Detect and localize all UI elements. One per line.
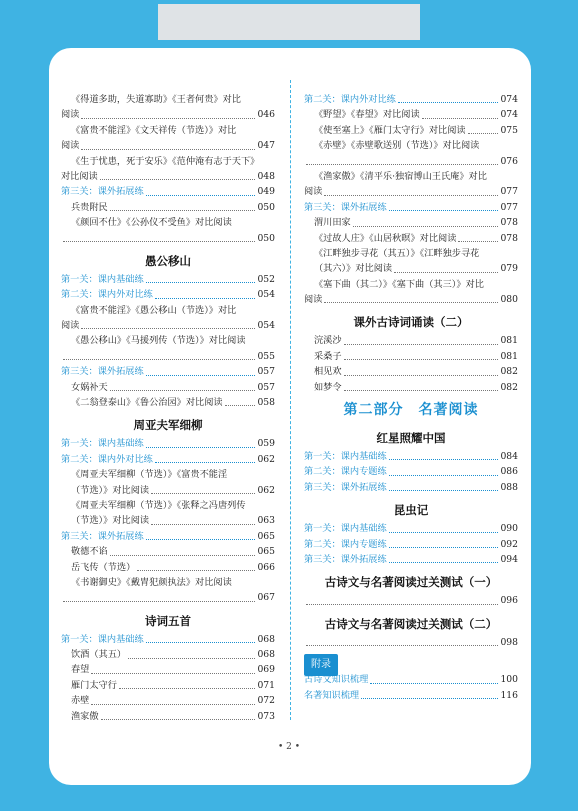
entry-title: 阅读 (61, 140, 80, 152)
entry-title: 第二关：课内外对比练 (61, 289, 153, 301)
toc-entry[interactable] (61, 138, 275, 153)
entry-page-number: 065 (257, 530, 275, 542)
toc-stage-entry[interactable] (304, 480, 518, 495)
entry-page-number: 082 (500, 381, 518, 393)
toc-entry[interactable] (61, 483, 275, 498)
entry-page-number: 081 (500, 335, 518, 347)
entry-page-number: 088 (500, 481, 518, 493)
toc-stage-entry[interactable] (61, 436, 275, 451)
entry-page-number: 077 (500, 186, 518, 198)
entry-title: 第二关：课内外对比练 (61, 453, 153, 465)
toc-stage-entry[interactable] (61, 529, 275, 544)
chapter-heading: 昆虫记 (393, 503, 429, 518)
column-divider (290, 80, 291, 720)
dot-leader (137, 570, 255, 571)
toc-entry[interactable] (61, 513, 275, 528)
dot-leader (146, 282, 256, 283)
toc-entry[interactable] (61, 693, 275, 708)
chapter-heading: 周亚夫军细柳 (133, 418, 203, 433)
entry-page-number: 057 (257, 381, 275, 393)
entry-title: 阅读 (304, 294, 323, 306)
toc-entry[interactable] (304, 277, 518, 292)
entry-page-number: 074 (500, 93, 518, 105)
entry-page-number: 080 (500, 294, 518, 306)
toc-left-column (61, 92, 275, 724)
entry-title: 阅读 (304, 186, 323, 198)
entry-title: 《周亚夫军细柳（节选）》《富贵不能淫 (71, 469, 228, 481)
chapter-heading: 愚公移山 (145, 253, 191, 268)
dot-leader (324, 302, 498, 303)
toc-entry[interactable] (61, 231, 275, 246)
entry-page-number: 069 (257, 664, 275, 676)
entry-page-number: 094 (500, 553, 518, 565)
entry-title: 第三关：课外拓展练 (61, 530, 144, 542)
dot-leader (155, 462, 256, 463)
toc-entry[interactable] (61, 590, 275, 605)
dot-leader (91, 673, 255, 674)
entry-title: （其六）》对比阅读 (314, 263, 393, 275)
entry-title: 第二关：课内专题练 (304, 466, 387, 478)
toc-entry[interactable] (61, 107, 275, 122)
entry-page-number: 065 (257, 546, 275, 558)
toc-stage-entry[interactable] (61, 287, 275, 302)
entry-title: 采桑子 (314, 350, 342, 362)
toc-stage-entry[interactable] (304, 92, 518, 107)
chapter-heading: 古诗文与名著阅读过关测试（二） (324, 616, 498, 631)
dot-leader (394, 272, 498, 273)
dot-leader (110, 210, 256, 211)
dot-leader (151, 524, 255, 525)
chapter-heading: 课外古诗词诵读（二） (353, 315, 469, 330)
entry-title: 赤壁 (71, 695, 90, 707)
entry-page-number: 077 (500, 201, 518, 213)
page-number: • 2 • (277, 742, 301, 752)
entry-title: 兵贵附民 (71, 201, 108, 213)
entry-page-number: 078 (500, 232, 518, 244)
toc-entry[interactable] (61, 467, 275, 482)
toc-entry[interactable] (61, 498, 275, 513)
dot-leader (389, 532, 499, 533)
toc-entry[interactable] (304, 261, 518, 276)
dot-leader (344, 390, 499, 391)
toc-entry[interactable] (304, 184, 518, 199)
toc-stage-entry[interactable] (304, 200, 518, 215)
toc-entry[interactable] (304, 292, 518, 307)
entry-title: 如梦令 (314, 381, 342, 393)
toc-entry[interactable] (304, 231, 518, 246)
toc-entry[interactable] (61, 575, 275, 590)
entry-page-number: 050 (257, 201, 275, 213)
entry-title: 第三关：课外拓展练 (61, 186, 144, 198)
entry-title: 第三关：课外拓展练 (304, 201, 387, 213)
toc-entry[interactable] (304, 635, 518, 650)
toc-entry[interactable] (61, 395, 275, 410)
entry-page-number: 092 (500, 538, 518, 550)
entry-page-number: 078 (500, 217, 518, 229)
entry-page-number: 062 (257, 484, 275, 496)
toc-entry[interactable] (61, 647, 275, 662)
entry-title: 第一关：课内基础练 (304, 523, 387, 535)
chapter-heading: 诗词五首 (145, 613, 191, 628)
toc-stage-entry[interactable] (304, 464, 518, 479)
entry-title: 第一关：课内基础练 (61, 438, 144, 450)
toc-entry[interactable] (304, 246, 518, 261)
entry-title: 阅读 (61, 320, 80, 332)
entry-title: 第二关：课内外对比练 (304, 93, 396, 105)
entry-title: 《过故人庄》《山居秋暝》对比阅读 (314, 232, 457, 244)
toc-stage-entry[interactable] (304, 688, 518, 703)
dot-leader (344, 359, 499, 360)
entry-title: 《富贵不能淫》《愚公移山（节选）》对比 (71, 304, 237, 316)
entry-page-number: 057 (257, 366, 275, 378)
entry-title: 《书谢御史》《戴胄犯颜执法》对比阅读 (71, 576, 232, 588)
entry-title: 《渔家傲》《清平乐·独宿博山王氏庵》对比 (314, 170, 487, 182)
top-gray-band (158, 4, 420, 40)
toc-entry[interactable] (61, 318, 275, 333)
entry-title: 《江畔独步寻花（其五）》《江畔独步寻花 (314, 247, 480, 259)
entry-title: 对比阅读 (61, 170, 98, 182)
dot-leader (146, 642, 256, 643)
entry-page-number: 052 (257, 273, 275, 285)
toc-entry[interactable] (304, 138, 518, 153)
part-heading: 第二部分 名著阅读 (343, 402, 479, 419)
toc-entry[interactable] (61, 303, 275, 318)
toc-entry[interactable] (304, 380, 518, 395)
entry-page-number: 055 (257, 350, 275, 362)
entry-page-number: 048 (257, 170, 275, 182)
dot-leader (91, 704, 255, 705)
dot-leader (225, 405, 256, 406)
entry-title: 第二关：课内专题练 (304, 538, 387, 550)
entry-page-number: 054 (257, 320, 275, 332)
dot-leader (344, 375, 499, 376)
toc-entry[interactable] (304, 169, 518, 184)
entry-title: 敬德不谄 (71, 546, 108, 558)
dot-leader (398, 102, 499, 103)
entry-page-number: 076 (500, 155, 518, 167)
entry-title: 浣溪沙 (314, 335, 342, 347)
chapter-heading: 古诗文与名著阅读过关测试（一） (324, 575, 498, 590)
toc-entry[interactable] (61, 678, 275, 693)
dot-leader (128, 658, 255, 659)
toc-entry[interactable] (304, 107, 518, 122)
entry-title: 阅读 (61, 109, 80, 121)
entry-title: 《使至塞上》《雁门太守行》对比阅读 (314, 124, 466, 136)
dot-leader (306, 604, 498, 605)
dot-leader (353, 226, 499, 227)
entry-page-number: 081 (500, 350, 518, 362)
dot-leader (155, 298, 256, 299)
entry-title: 第一关：课内基础练 (61, 273, 144, 285)
entry-page-number: 098 (500, 636, 518, 648)
entry-page-number: 072 (257, 695, 275, 707)
entry-title: （节选）》对比阅读 (71, 484, 150, 496)
entry-page-number: 058 (257, 397, 275, 409)
entry-title: 春望 (71, 664, 90, 676)
toc-stage-entry[interactable] (61, 184, 275, 199)
entry-title: 《富贵不能淫》《文天祥传（节选）》对比 (71, 124, 237, 136)
dot-leader (81, 328, 255, 329)
entry-page-number: 054 (257, 289, 275, 301)
dot-leader (458, 241, 498, 242)
dot-leader (146, 375, 256, 376)
toc-entry[interactable] (61, 560, 275, 575)
dot-leader (306, 645, 498, 646)
entry-page-number: 100 (500, 674, 518, 686)
entry-title: 《赤壁》《赤壁歌送别（节选）》对比阅读 (314, 140, 480, 152)
entry-page-number: 068 (257, 649, 275, 661)
toc-right-column (304, 92, 518, 703)
dot-leader (146, 447, 256, 448)
entry-title: 岳飞传（节选） (71, 561, 136, 573)
entry-title: 《塞下曲（其二）》《塞下曲（其三）》对比 (314, 278, 484, 290)
entry-page-number: 066 (257, 561, 275, 573)
appendix-header (304, 650, 518, 672)
dot-leader (306, 164, 498, 165)
toc-stage-entry[interactable] (61, 632, 275, 647)
entry-title: 渔家傲 (71, 710, 99, 722)
dot-leader (81, 118, 255, 119)
toc-entry[interactable] (61, 349, 275, 364)
dot-leader (389, 490, 499, 491)
toc-entry[interactable] (304, 123, 518, 138)
dot-leader (422, 118, 499, 119)
dot-leader (101, 719, 256, 720)
dot-leader (110, 555, 256, 556)
entry-page-number: 046 (257, 109, 275, 121)
entry-page-number: 096 (500, 595, 518, 607)
entry-page-number: 059 (257, 438, 275, 450)
dot-leader (63, 601, 255, 602)
toc-entry[interactable] (61, 380, 275, 395)
chapter-heading: 红星照耀中国 (376, 431, 446, 446)
toc-entry[interactable] (61, 200, 275, 215)
dot-leader (468, 133, 499, 134)
toc-entry[interactable] (61, 709, 275, 724)
entry-page-number: 071 (257, 679, 275, 691)
toc-entry[interactable] (61, 169, 275, 184)
entry-page-number: 086 (500, 466, 518, 478)
entry-title: 雁门太守行 (71, 679, 117, 691)
dot-leader (389, 475, 499, 476)
entry-title: 第一关：课内基础练 (61, 633, 144, 645)
dot-leader (146, 539, 256, 540)
entry-title: 第三关：课外拓展练 (304, 553, 387, 565)
toc-stage-entry[interactable] (304, 537, 518, 552)
toc-stage-entry[interactable] (61, 452, 275, 467)
entry-page-number: 084 (500, 451, 518, 463)
entry-title: 《得道多助，失道寡助》《王者何贵》对比 (71, 93, 241, 105)
entry-page-number: 067 (257, 592, 275, 604)
dot-leader (370, 683, 498, 684)
toc-entry[interactable] (61, 92, 275, 107)
toc-stage-entry[interactable] (61, 364, 275, 379)
entry-page-number: 116 (500, 689, 518, 701)
toc-entry[interactable] (61, 123, 275, 138)
toc-entry[interactable] (61, 215, 275, 230)
entry-title: 《二翁登泰山》《鲁公治园》对比阅读 (71, 397, 223, 409)
entry-title: 渭川田家 (314, 217, 351, 229)
toc-entry[interactable] (61, 663, 275, 678)
toc-entry[interactable] (61, 333, 275, 348)
toc-stage-entry[interactable] (61, 272, 275, 287)
entry-title: 古诗文知识梳理 (304, 674, 369, 686)
entry-page-number: 079 (500, 263, 518, 275)
entry-title: 《颜回不仕》《公孙仪不受鱼》对比阅读 (71, 217, 232, 229)
entry-page-number: 074 (500, 109, 518, 121)
entry-title: 第三关：课外拓展练 (304, 481, 387, 493)
entry-page-number: 047 (257, 140, 275, 152)
toc-entry[interactable] (304, 154, 518, 169)
entry-title: 饮酒（其五） (71, 649, 127, 661)
entry-page-number: 050 (257, 232, 275, 244)
entry-title: （节选）》对比阅读 (71, 515, 150, 527)
dot-leader (110, 390, 256, 391)
dot-leader (324, 195, 498, 196)
entry-page-number: 090 (500, 523, 518, 535)
dot-leader (389, 547, 499, 548)
dot-leader (389, 459, 499, 460)
toc-entry[interactable] (61, 544, 275, 559)
entry-page-number: 063 (257, 515, 275, 527)
dot-leader (151, 493, 255, 494)
toc-entry[interactable] (61, 154, 275, 169)
entry-title: 《野望》《春望》对比阅读 (314, 109, 420, 121)
entry-title: 第一关：课内基础练 (304, 451, 387, 463)
toc-entry[interactable] (304, 333, 518, 348)
toc-stage-entry[interactable] (304, 552, 518, 567)
entry-title: 《愚公移山》《马援列传（节选）》对比阅读 (71, 335, 246, 347)
entry-page-number: 082 (500, 366, 518, 378)
toc-entry[interactable] (304, 215, 518, 230)
entry-title: 《生于忧患，死于安乐》《范仲淹有志于天下》 (71, 155, 260, 167)
dot-leader (119, 688, 256, 689)
dot-leader (100, 179, 256, 180)
appendix-label: 附录 (304, 654, 338, 675)
dot-leader (361, 698, 498, 699)
entry-page-number: 049 (257, 186, 275, 198)
entry-title: 《周亚夫军细柳（节选）》《张释之冯唐列传 (71, 499, 246, 511)
entry-title: 相见欢 (314, 366, 342, 378)
entry-page-number: 068 (257, 633, 275, 645)
toc-entry[interactable] (304, 364, 518, 379)
toc-entry[interactable] (304, 593, 518, 608)
dot-leader (146, 195, 256, 196)
dot-leader (344, 344, 499, 345)
dot-leader (389, 210, 499, 211)
entry-page-number: 075 (500, 124, 518, 136)
dot-leader (63, 359, 255, 360)
toc-stage-entry[interactable] (304, 521, 518, 536)
entry-page-number: 062 (257, 453, 275, 465)
toc-stage-entry[interactable] (304, 449, 518, 464)
dot-leader (63, 241, 255, 242)
dot-leader (81, 149, 255, 150)
entry-title: 女娲补天 (71, 381, 108, 393)
toc-entry[interactable] (304, 349, 518, 364)
entry-title: 第三关：课外拓展练 (61, 366, 144, 378)
entry-page-number: 073 (257, 710, 275, 722)
toc-stage-entry[interactable] (304, 672, 518, 687)
dot-leader (389, 562, 499, 563)
entry-title: 名著知识梳理 (304, 689, 360, 701)
